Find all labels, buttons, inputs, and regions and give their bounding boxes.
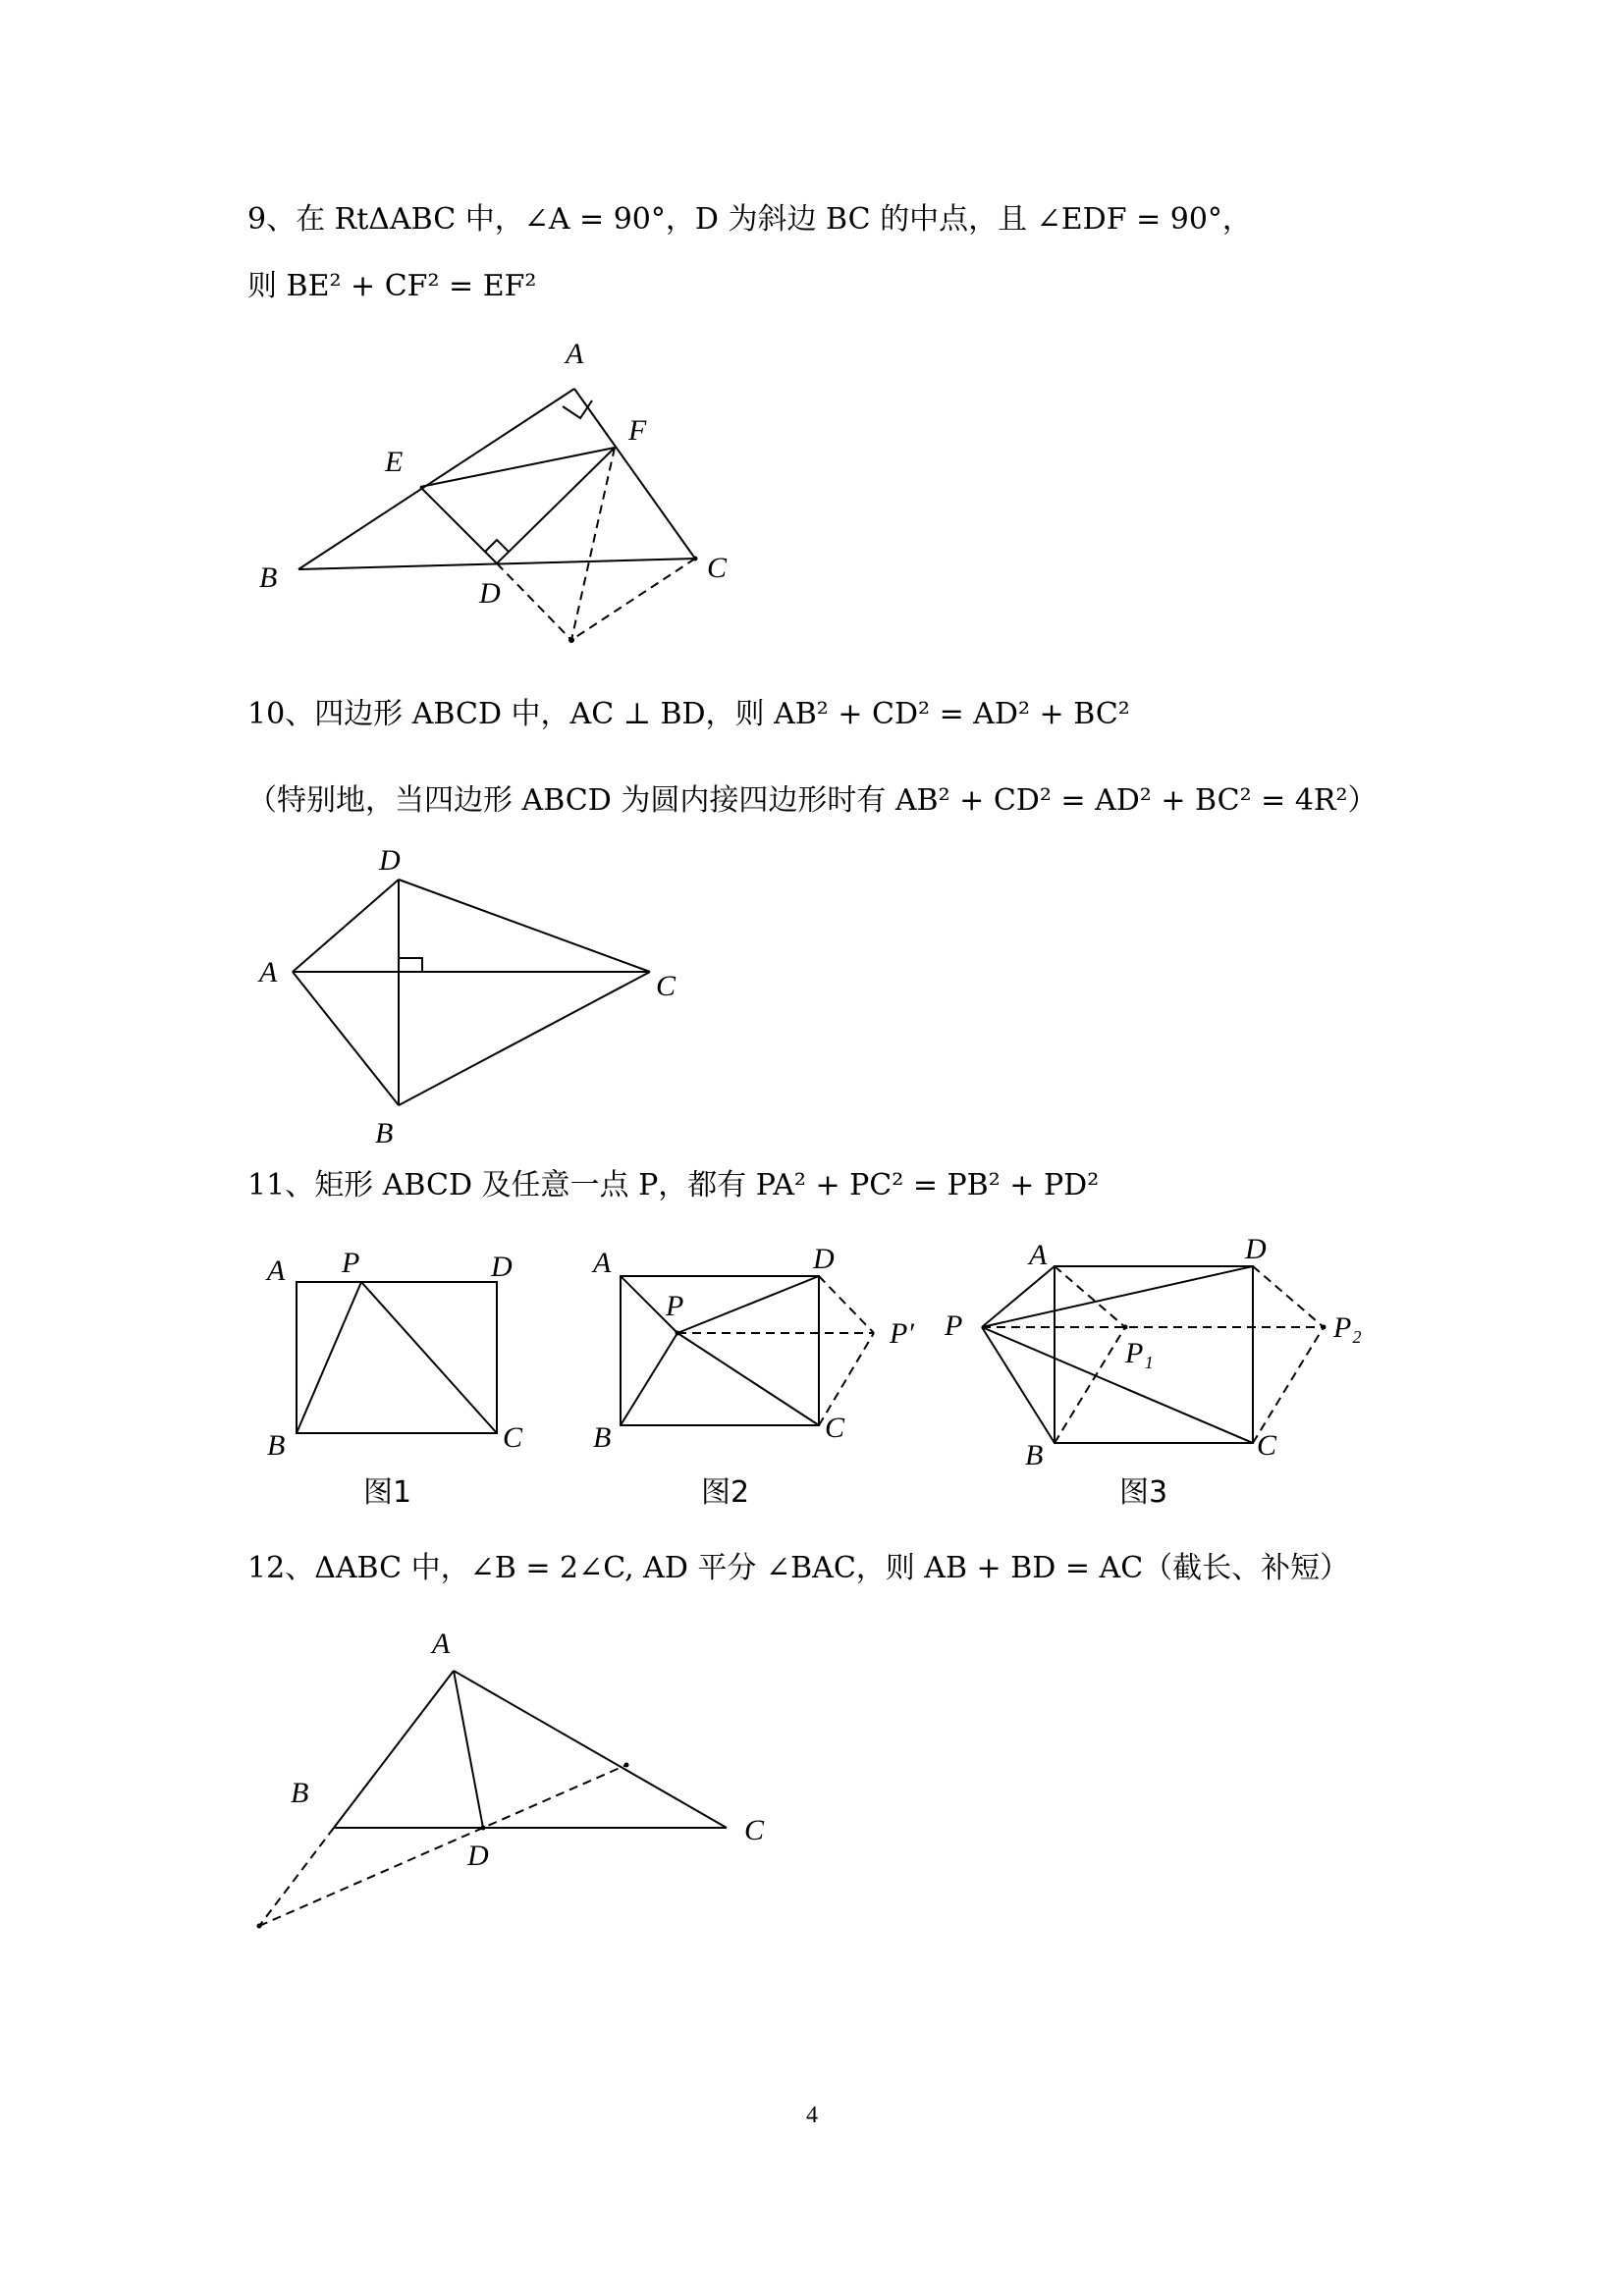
point-D (481, 1826, 486, 1831)
segment-CG (571, 559, 695, 640)
rectangle-ABCD (621, 1276, 819, 1425)
label-D: D (467, 1840, 489, 1872)
problem-10-note: （特别地，当四边形 ABCD 为圆内接四边形时有 AB² + CD² = AD² + BC² = 4R²） (247, 783, 1378, 818)
problem-11-number: 11、 (247, 1168, 315, 1202)
problem-11-statement (247, 1166, 1099, 1205)
label-B: B (267, 1429, 286, 1462)
label-P2: P₂ (1333, 1311, 1362, 1344)
problem-12-statement (247, 1549, 1349, 1588)
rectangle-ABCD (297, 1282, 497, 1433)
figure-problem-11-2 (579, 1237, 952, 1522)
label-C: C (656, 970, 677, 1002)
problem-10-statement (247, 695, 1130, 734)
caption-figure-2: 图2 (701, 1475, 750, 1510)
caption-figure-1: 图1 (363, 1475, 412, 1510)
figure-problem-11-1 (245, 1237, 560, 1522)
segment-DP2 (1253, 1266, 1324, 1327)
rectangle-ABCD (1055, 1266, 1253, 1443)
figure-problem-11-3 (933, 1237, 1384, 1522)
segment-PC (982, 1327, 1253, 1443)
label-C: C (744, 1814, 765, 1846)
segment-GE (259, 1765, 626, 1926)
segment-PD (677, 1276, 819, 1333)
segment-BP1 (1055, 1327, 1125, 1443)
right-angle-mark-D (485, 540, 509, 552)
segment-DG (497, 563, 571, 640)
segment-CP2 (1253, 1327, 1324, 1443)
label-A: A (593, 1247, 612, 1279)
label-B: B (291, 1777, 309, 1809)
label-D: D (491, 1251, 513, 1283)
point-P1 (1123, 1325, 1128, 1330)
figure-problem-9 (236, 324, 785, 667)
segment-PB (621, 1333, 677, 1425)
segment-PC (361, 1282, 497, 1433)
label-C: C (1257, 1429, 1277, 1462)
problem-10-number: 10、 (247, 697, 315, 731)
point-E (624, 1763, 629, 1768)
point-C (693, 557, 698, 561)
label-P: P (945, 1309, 963, 1342)
problem-9-statement (247, 200, 1252, 240)
problem-9-line1: 在 RtΔABC 中，∠A = 90°，D 为斜边 BC 的中点，且 ∠EDF = 90°， (296, 202, 1252, 237)
label-A: A (432, 1628, 451, 1660)
label-A: A (267, 1255, 286, 1287)
label-D: D (479, 577, 501, 610)
segment-CB (399, 972, 650, 1105)
label-B: B (375, 1117, 394, 1149)
label-D: D (813, 1243, 835, 1275)
label-D: D (379, 844, 401, 877)
segment-FG (571, 448, 615, 640)
segment-PB (297, 1282, 361, 1433)
segment-AD (454, 1671, 483, 1828)
segment-PC (677, 1333, 819, 1425)
segment-AB (334, 1671, 454, 1828)
segment-PB (982, 1327, 1055, 1443)
point-P2 (1322, 1325, 1326, 1330)
label-A: A (566, 338, 584, 370)
point-G (568, 637, 574, 643)
label-P1: P₁ (1125, 1337, 1154, 1369)
segment-AC (454, 1671, 727, 1828)
label-C: C (503, 1421, 523, 1454)
segment-PD (982, 1266, 1253, 1327)
figure-problem-10 (245, 834, 717, 1158)
problem-12-number: 12、 (247, 1551, 315, 1585)
label-C: C (825, 1412, 845, 1444)
point-G (257, 1924, 262, 1929)
label-B: B (1025, 1439, 1044, 1471)
label-P: P (342, 1247, 360, 1279)
segment-DF (497, 448, 615, 563)
label-C: C (707, 552, 728, 584)
caption-figure-3: 图3 (1119, 1475, 1168, 1510)
label-B: B (593, 1421, 612, 1454)
page-number: 4 (806, 2103, 818, 2128)
segment-AB (298, 389, 574, 569)
problem-9-conclusion: 则 BE² + CF² = EF² (247, 269, 537, 303)
segment-BG (259, 1828, 334, 1926)
segment-EF (420, 448, 615, 487)
figure-problem-12 (236, 1610, 785, 1953)
label-P-prime: P′ (890, 1317, 914, 1350)
problem-12-line1: ΔABC 中，∠B = 2∠C, AD 平分 ∠BAC，则 AB + BD = AC（截长、补短） (314, 1551, 1350, 1585)
label-A: A (1029, 1239, 1048, 1271)
problem-9-number: 9、 (247, 202, 297, 237)
label-E: E (385, 446, 404, 478)
right-angle-mark-A (563, 400, 592, 418)
label-F: F (628, 414, 647, 447)
right-angle-mark (399, 958, 422, 972)
segment-AD (293, 880, 399, 972)
problem-11-line1: 矩形 ABCD 及任意一点 P，都有 PA² + PC² = PB² + PD² (314, 1168, 1100, 1202)
segment-BA (293, 972, 399, 1105)
label-P: P (666, 1290, 684, 1322)
label-B: B (259, 561, 278, 594)
label-D: D (1245, 1237, 1267, 1265)
label-A: A (259, 956, 278, 988)
point-P (676, 1331, 680, 1336)
problem-10-line1: 四边形 ABCD 中，AC ⊥ BD，则 AB² + CD² = AD² + BC² (314, 697, 1130, 731)
segment-DP-prime (819, 1276, 874, 1333)
segment-DC (399, 880, 650, 972)
